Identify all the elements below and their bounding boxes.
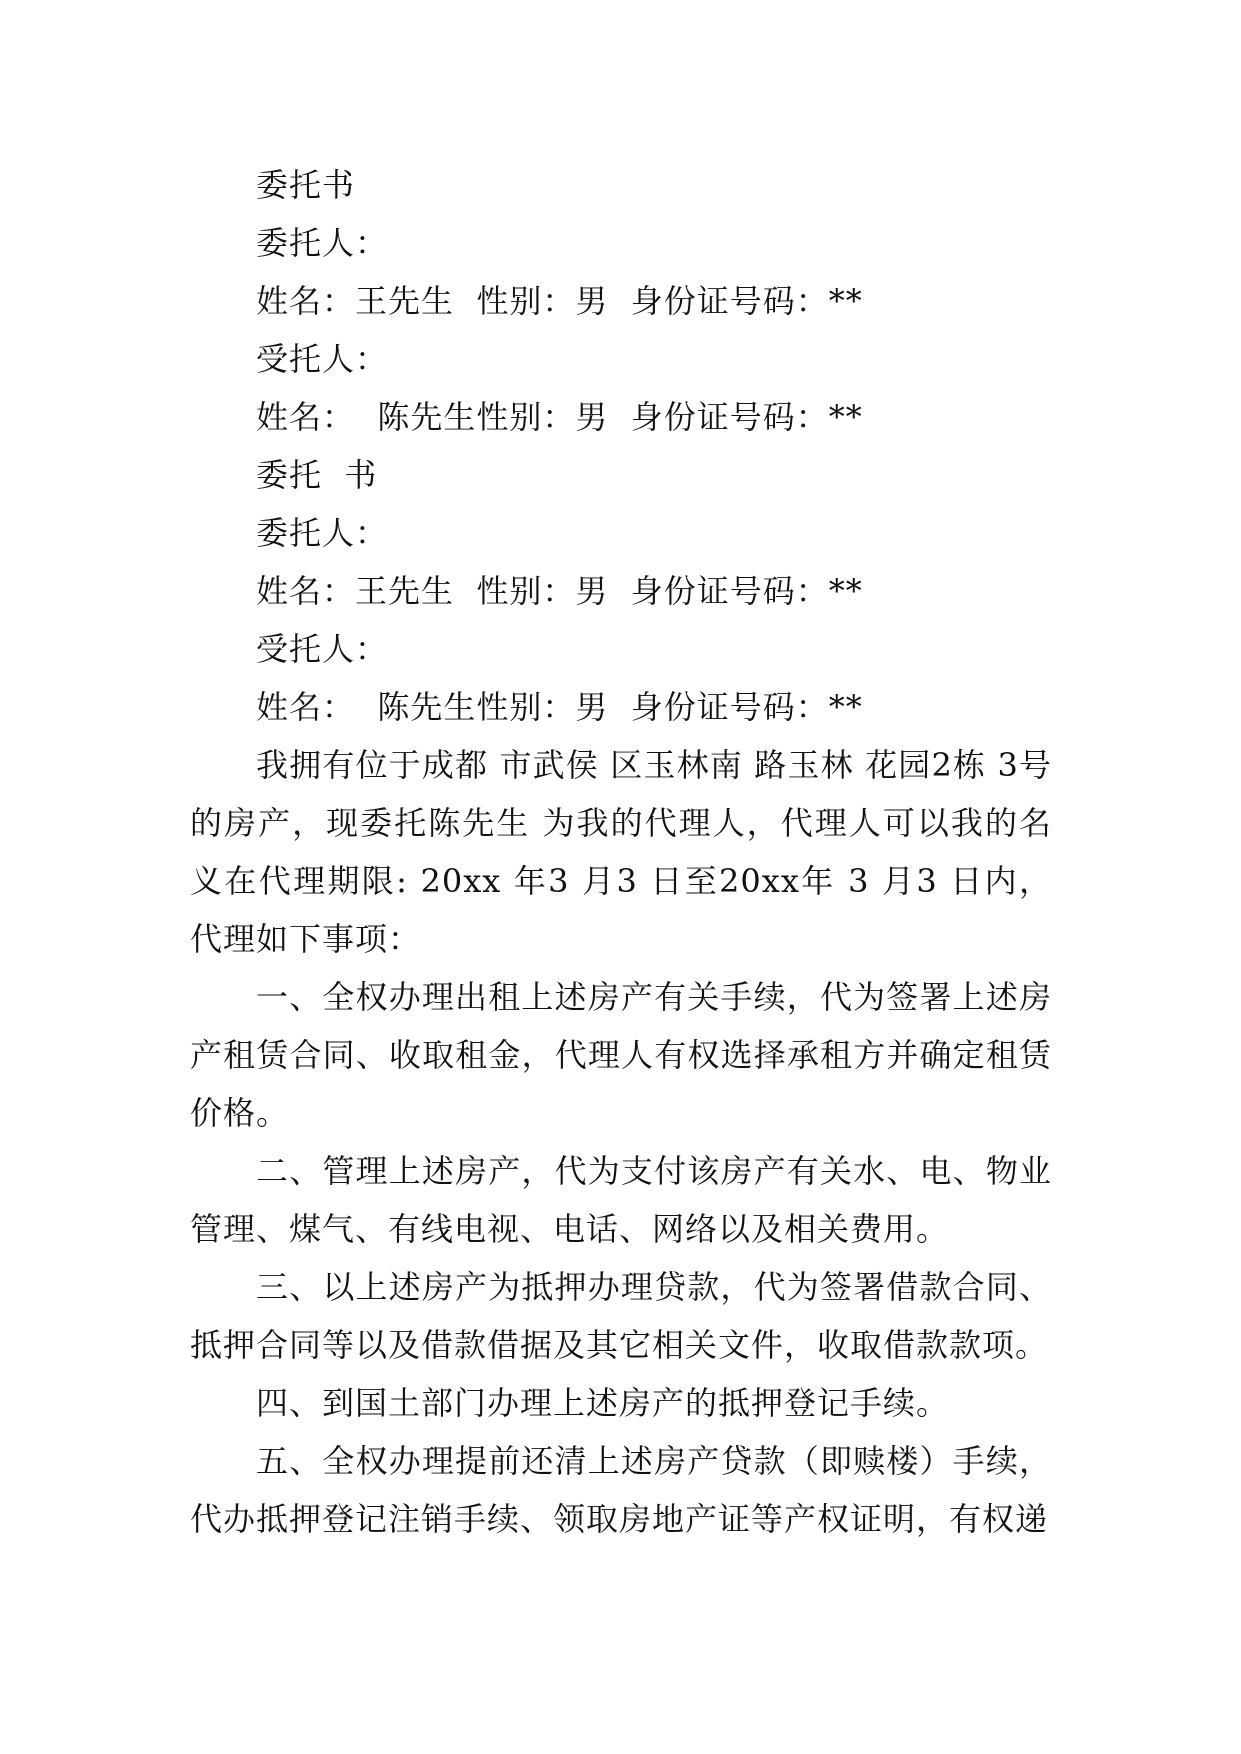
authorization-body	[190, 736, 1052, 1548]
principal-details-repeat: 姓名：王先生 性别：男 身份证号码：**	[256, 572, 863, 610]
agent-label: 受托人：	[256, 340, 389, 378]
principal-details: 姓名：王先生 性别：男 身份证号码：**	[256, 282, 863, 320]
item-1-rental-paragraph: 一、全权办理出租上述房产有关手续，代为签署上述房产租赁合同、收取租金，代理人有权选择承租方并确定租赁价格。	[190, 978, 1052, 1132]
agent-label-repeat: 受托人：	[256, 630, 389, 668]
item-2-management-paragraph: 二、管理上述房产，代为支付该房产有关水、电、物业管理、煤气、有线电视、电话、网络以及相关费用。	[190, 1152, 1052, 1248]
agent-details: 姓名： 陈先生性别：男 身份证号码：**	[256, 398, 863, 436]
property-statement-paragraph: 我拥有位于成都 市武侯 区玉林南 路玉林 花园2栋 3号的房产，现委托陈先生 为我的代理人，代理人可以我的名义在代理期限: 20xx 年3 月3 日至20xx年 3 月3 日内，代理如下事项：	[190, 746, 1052, 958]
party-info-block	[190, 156, 1052, 736]
principal-label-repeat: 委托人：	[256, 514, 389, 552]
doc-title-repeat: 委托 书	[256, 456, 378, 494]
item-3-mortgage-loan-paragraph: 三、以上述房产为抵押办理贷款，代为签署借款合同、抵押合同等以及借款借据及其它相关文件，收取借款款项。	[190, 1268, 1052, 1364]
doc-title: 委托书	[256, 166, 356, 204]
principal-label: 委托人：	[256, 224, 389, 262]
item-5-repayment-paragraph: 五、全权办理提前还清上述房产贷款（即赎楼）手续，代办抵押登记注销手续、领取房地产证等产权证明，有权递	[190, 1442, 1052, 1538]
agent-details-repeat: 姓名： 陈先生性别：男 身份证号码：**	[256, 688, 863, 726]
item-4-registration-paragraph: 四、到国土部门办理上述房产的抵押登记手续。	[256, 1384, 950, 1422]
